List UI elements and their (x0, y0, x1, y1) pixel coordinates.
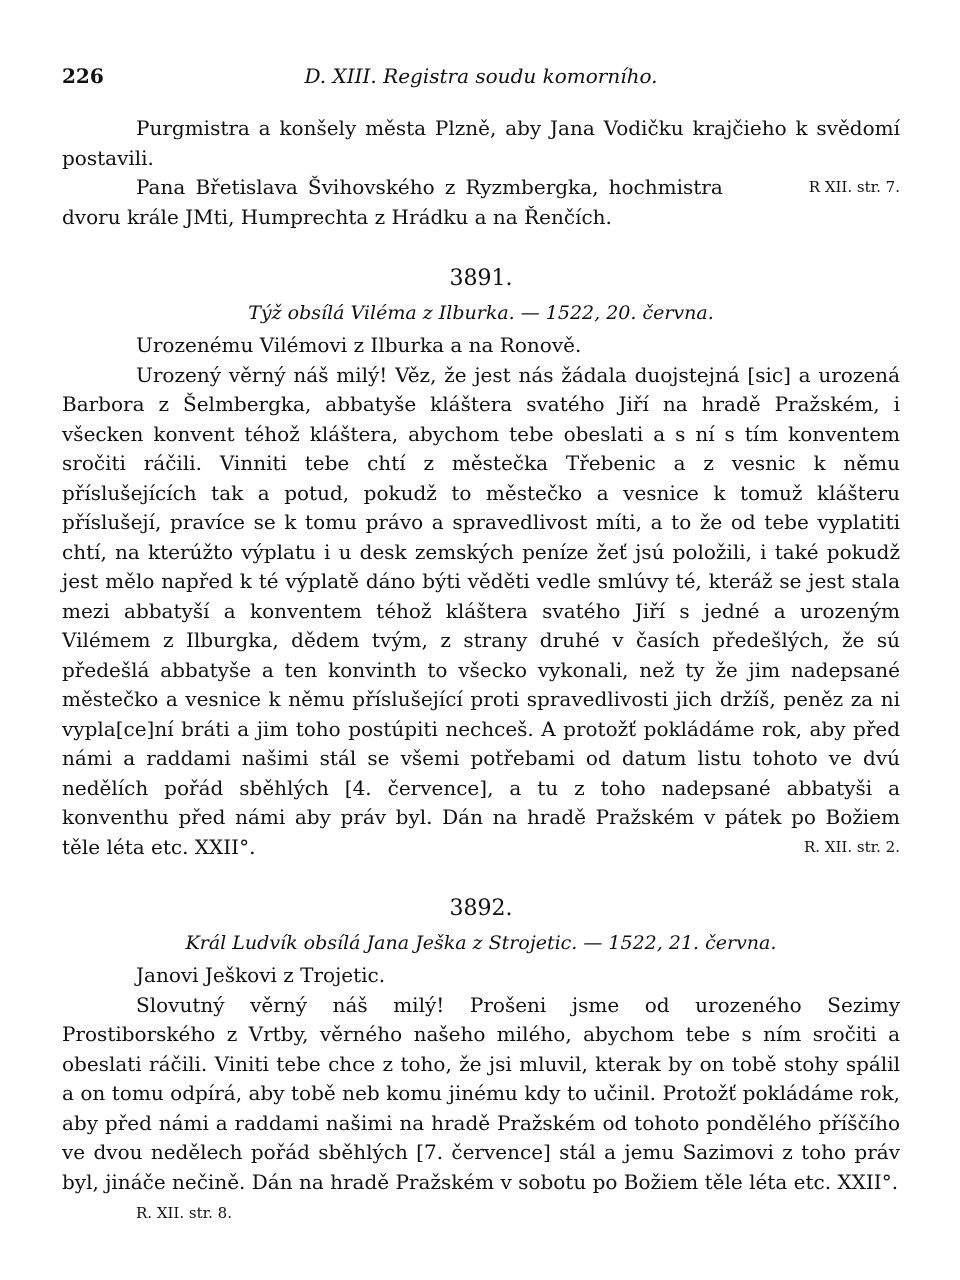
prev-entry-reference: R XII. str. 7. (808, 178, 900, 196)
running-title: D. XIII. Registra soudu komorního. (304, 64, 658, 88)
document-address-3891: Urozenému Vilémovi z Ilburka a na Ronově. (136, 333, 582, 357)
page-number: 226 (62, 64, 104, 88)
document-summary-3892: Král Ludvík obsílá Jana Ješka z Strojetic. — 1522, 21. června. (185, 932, 777, 954)
document-body-3892: Slovutný věrný náš milý! Prošeni jsme od urozeného Sezimy Prostiborského z Vrtby, věrného našeho milého, abychom tebe s ním sročiti a obeslati ráčili. Viniti tebe chce z toho, že jsi mluvil, kterak by on tobě stohy spálil a on tomu odpírá, aby tobě neb komu jinému kdy to učinil. Protožť pokládáme rok, aby před námi a raddami našimi na hradě Pražském od tohoto pondělého příščího ve dvou nedělech pořád sběhlých [7. července] stál a jemu Sazimovi z toho práv byl, jináče nečině. Dán na hradě Pražském v sobotu po Božiem těle léta etc. XXII°. (62, 992, 900, 1194)
document-reference-3892: R. XII. str. 8. (136, 1204, 232, 1222)
prev-entry-line-2-text: Pana Břetislava Švihovského z Ryzmbergka, hochmistra dvoru krále JMti, Humprechta z Hrádku a na Řenčích. (62, 175, 723, 229)
document-body-3891 (62, 361, 900, 863)
document-reference-3891: R. XII. str. 2. (804, 837, 900, 856)
document-address-3892: Janovi Ješkovi z Trojetic. (136, 963, 386, 987)
page-content (62, 114, 900, 1227)
prev-entry-line-2 (62, 173, 900, 232)
prev-entry-line-1: Purgmistra a konšely města Plzně, aby Jana Vodičku krajčieho k svědomí postavili. (62, 116, 900, 170)
running-head (62, 64, 900, 94)
document-number-3892: 3892. (449, 896, 513, 921)
document-number-3891: 3891. (449, 266, 513, 291)
document-body-3891-text: Urozený věrný náš milý! Věz, že jest nás žádala duojstejná [sic] a urozená Barbora z Šelmbergka, abbatyše kláštera svatého Jiří na hradě Pražském, i všecken konvent téhož kláštera, abychom tebe obeslati a s ní s tím konventem sročiti ráčili. Vinniti tebe chtí z městečka Třebenic a z vesnic k němu příslušejících tak a potud, pokudž to městečko a vesnice k tomuž klášteru příslušejí, pravíce se k tomu právo a spravedlivost míti, a to že od tebe vyplatiti chtí, na kterúžto výplatu i u desk zemských peníze žeť jsú položili, i také pokudž jest mělo napřed k té výplatě dáno býti věděti vedle smlúvy té, kteráž se jest stala mezi abbatyší a konventem téhož kláštera svatého Jiří s jedné a urozeným Vilémem z Ilburgka, dědem tvým, z strany druhé v časích předešlých, že sú předešlá abbatyše a ten konvinth to všecko vykonali, než ty že jim nadepsané městečko a vesnice k němu příslušející proti spravedlivosti jich držíš, peněz za ni vypla[ce]ní bráti a jim toho postúpiti nechceš. A protožť pokládáme rok, aby před námi a raddami našimi stál se všemi potřebami od datum listu tohoto ve dvú nedělích pořád sběhlých [4. července], a tu z toho nadepsané abbatyši a konventhu před námi aby práv byl. Dán na hradě Pražském v pátek po Božiem těle léta etc. XXII°. (62, 362, 900, 859)
document-summary-3891: Týž obsílá Viléma z Ilburka. — 1522, 20. června. (248, 302, 714, 324)
